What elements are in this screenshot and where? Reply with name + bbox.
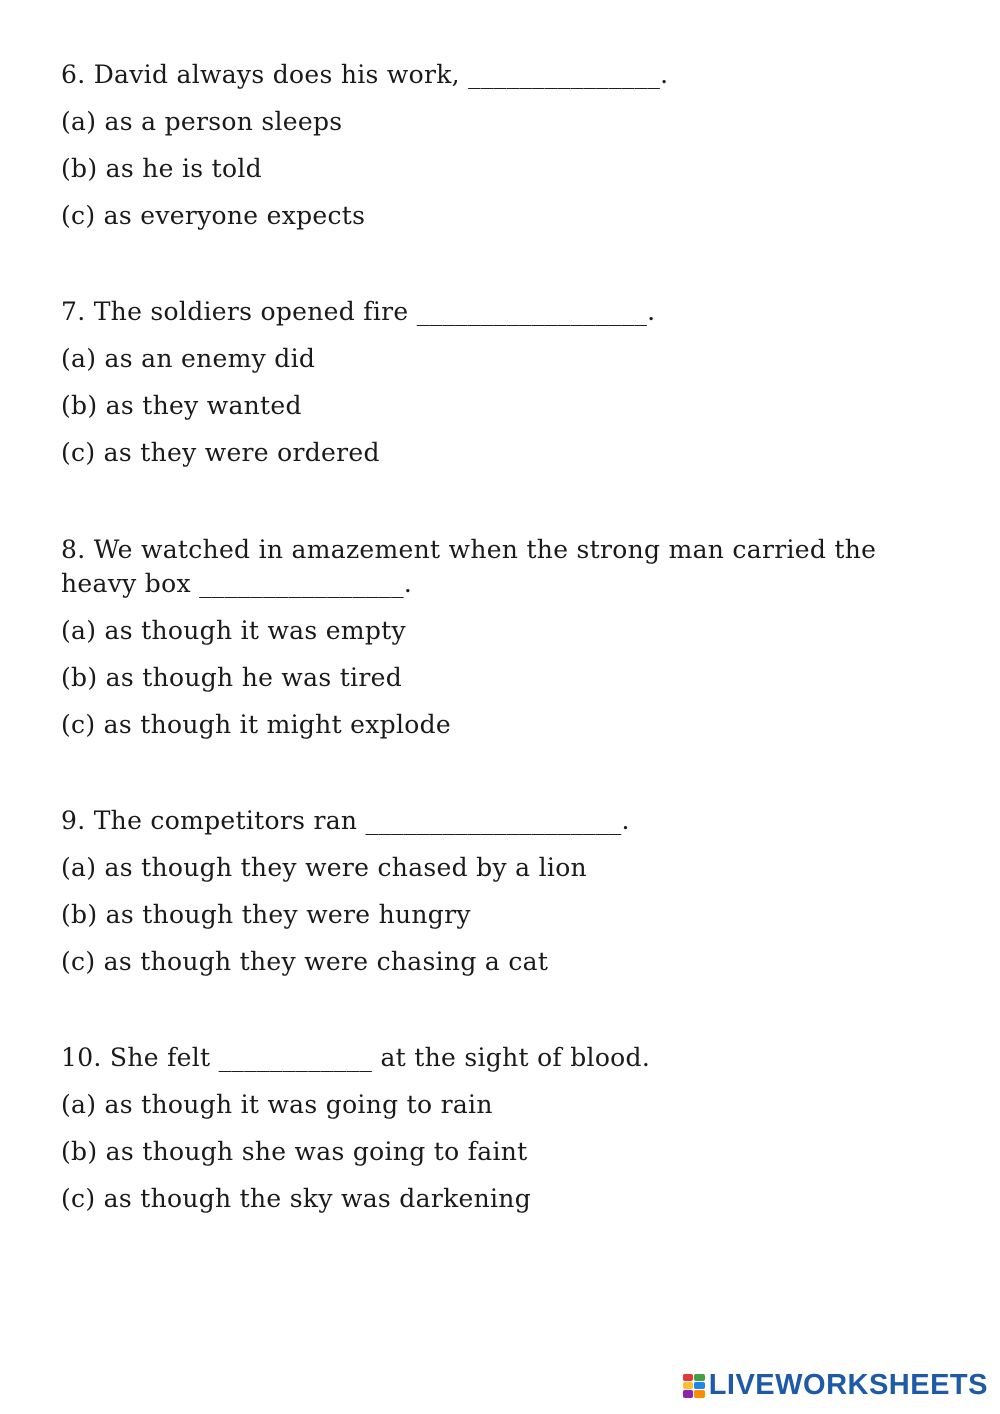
question-prompt: 8. We watched in amazement when the strong man carried the heavy box ________________. xyxy=(61,535,877,598)
logo-tile xyxy=(694,1374,705,1381)
option-a: (a) as though it was going to rain xyxy=(61,1090,493,1119)
question-8 xyxy=(61,533,921,742)
logo-text: LIVEWORKSHEETS xyxy=(708,1369,988,1401)
question-prompt: 9. The competitors ran ____________________. xyxy=(61,806,630,835)
option-b: (b) as though they were hungry xyxy=(61,900,471,929)
option-b: (b) as though she was going to faint xyxy=(61,1137,528,1166)
option-a: (a) as a person sleeps xyxy=(61,107,343,136)
question-7 xyxy=(61,295,921,470)
logo-tile xyxy=(683,1390,694,1397)
logo-tile xyxy=(694,1382,705,1389)
option-a: (a) as though it was empty xyxy=(61,616,406,645)
question-9 xyxy=(61,804,921,979)
option-c: (c) as everyone expects xyxy=(61,201,366,230)
logo-tile xyxy=(683,1382,694,1389)
question-prompt: 6. David always does his work, _______________. xyxy=(61,60,669,89)
option-c: (c) as though the sky was darkening xyxy=(61,1184,532,1213)
option-c: (c) as though it might explode xyxy=(61,710,452,739)
option-a: (a) as an enemy did xyxy=(61,344,316,373)
logo-tile xyxy=(683,1374,694,1381)
option-b: (b) as they wanted xyxy=(61,391,302,420)
logo-tile xyxy=(694,1390,705,1397)
question-prompt: 10. She felt ____________ at the sight of blood. xyxy=(61,1043,651,1072)
liveworksheets-logo-icon xyxy=(683,1374,705,1398)
option-a: (a) as though they were chased by a lion xyxy=(61,853,587,882)
question-6 xyxy=(61,58,921,233)
option-c: (c) as they were ordered xyxy=(61,438,380,467)
liveworksheets-logo xyxy=(683,1369,988,1402)
option-b: (b) as though he was tired xyxy=(61,663,403,692)
question-prompt: 7. The soldiers opened fire __________________. xyxy=(61,297,656,326)
option-b: (b) as he is told xyxy=(61,154,262,183)
option-c: (c) as though they were chasing a cat xyxy=(61,947,549,976)
question-10 xyxy=(61,1041,921,1216)
